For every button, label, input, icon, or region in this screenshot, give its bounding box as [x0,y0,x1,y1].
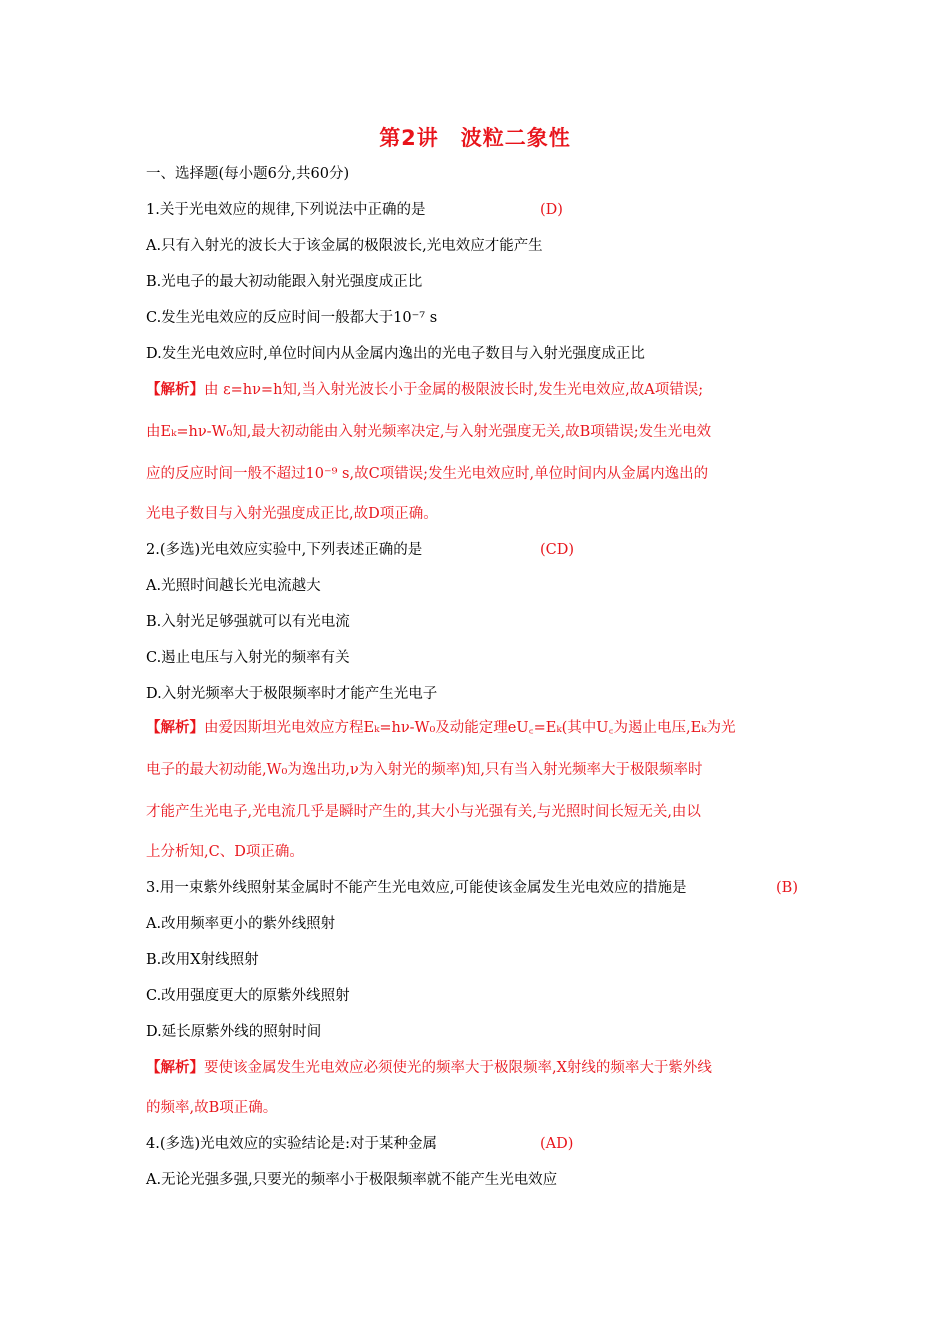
page-title: 第2讲 波粒二象性 [379,126,571,150]
question-3-explanation-line-2: 的频率,故B项正确。 [146,1100,278,1116]
question-3-option-d: D.延长原紫外线的照射时间 [146,1024,322,1040]
question-1-explanation-line-1 [146,380,806,400]
question-1-explanation-line-3: 应的反应时间一般不超过10⁻⁹ s,故C项错误;发生光电效应时,单位时间内从金属内逸出的 [146,466,709,482]
explanation-tag: 【解析】 [146,1059,204,1076]
question-2-option-a: A.光照时间越长光电流越大 [146,578,321,594]
explanation-tag: 【解析】 [146,381,204,398]
question-2-explanation-line-1 [146,718,806,738]
question-2-explanation-line-4: 上分析知,C、D项正确。 [146,844,304,860]
question-2-stem: 2.(多选)光电效应实验中,下列表述正确的是 [146,542,423,558]
question-2-answer: (CD) [540,542,575,558]
question-1-option-a: A.只有入射光的波长大于该金属的极限波长,光电效应才能产生 [146,238,543,254]
question-4-answer: (AD) [540,1136,574,1152]
question-3-option-a: A.改用频率更小的紫外线照射 [146,916,336,932]
question-3-stem: 3.用一束紫外线照射某金属时不能产生光电效应,可能使该金属发生光电效应的措施是 [146,880,687,896]
question-1-stem: 1.关于光电效应的规律,下列说法中正确的是 [146,202,426,218]
question-1-answer: (D) [540,202,563,218]
question-2-explanation-line-3: 才能产生光电子,光电流几乎是瞬时产生的,其大小与光强有关,与光照时间长短无关,由以 [146,804,701,820]
question-3-option-c: C.改用强度更大的原紫外线照射 [146,988,350,1004]
question-2-option-c: C.遏止电压与入射光的频率有关 [146,650,350,666]
question-1-option-b: B.光电子的最大初动能跟入射光强度成正比 [146,274,423,290]
explanation-text: 由 ε=hν=h知,当入射光波长小于金属的极限波长时,发生光电效应,故A项错误; [204,382,704,398]
section-heading: 一、选择题(每小题6分,共60分) [146,166,350,182]
question-1-option-d: D.发生光电效应时,单位时间内从金属内逸出的光电子数目与入射光强度成正比 [146,346,645,362]
question-2-explanation-line-2: 电子的最大初动能,W₀为逸出功,ν为入射光的频率)知,只有当入射光频率大于极限频率时 [146,762,703,778]
question-1-explanation-line-4: 光电子数目与入射光强度成正比,故D项正确。 [146,506,438,522]
question-2-option-b: B.入射光足够强就可以有光电流 [146,614,350,630]
question-1-option-c: C.发生光电效应的反应时间一般都大于10⁻⁷ s [146,310,438,326]
question-3-explanation-line-1 [146,1058,806,1078]
question-3-answer: (B) [776,880,798,896]
explanation-text: 由爱因斯坦光电效应方程Eₖ=hν-W₀及动能定理eU꜀=Eₖ(其中U꜀为遏止电压,Eₖ为光 [204,720,736,736]
explanation-tag: 【解析】 [146,719,204,736]
question-3-option-b: B.改用X射线照射 [146,952,259,968]
question-4-option-a: A.无论光强多强,只要光的频率小于极限频率就不能产生光电效应 [146,1172,558,1188]
question-1-explanation-line-2: 由Eₖ=hν-W₀知,最大初动能由入射光频率决定,与入射光强度无关,故B项错误;发生光电效 [146,424,712,440]
explanation-text: 要使该金属发生光电效应必须使光的频率大于极限频率,X射线的频率大于紫外线 [204,1060,712,1076]
question-2-option-d: D.入射光频率大于极限频率时才能产生光电子 [146,686,438,702]
question-4-stem: 4.(多选)光电效应的实验结论是:对于某种金属 [146,1136,438,1152]
